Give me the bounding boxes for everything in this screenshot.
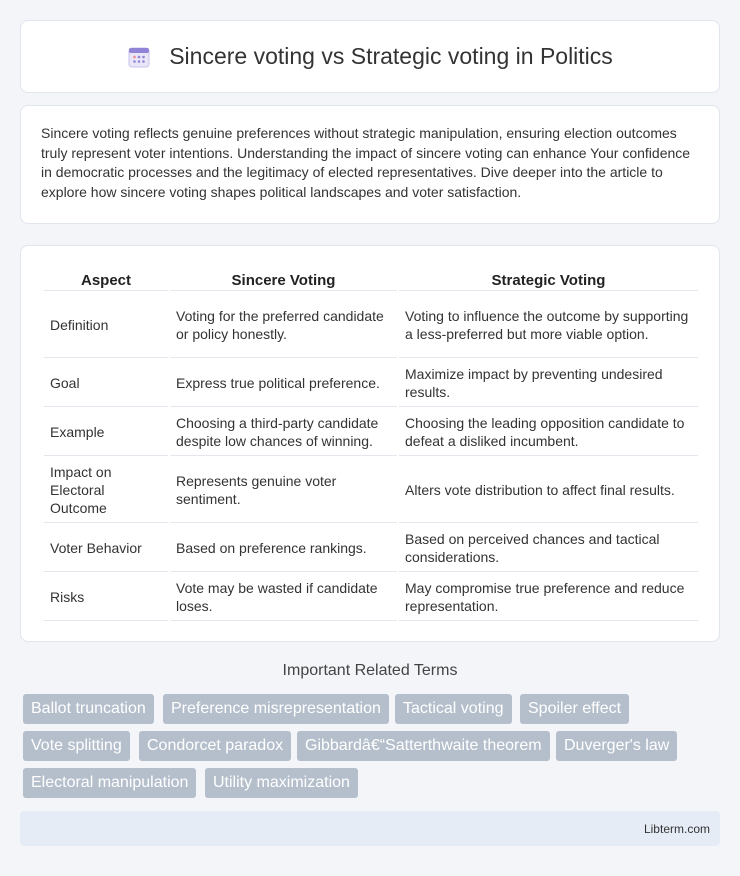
- cell-aspect: Risks: [44, 574, 168, 621]
- cell-aspect: Goal: [44, 360, 168, 407]
- table-header-row: [44, 268, 698, 291]
- footer-site-link[interactable]: Libterm.com: [643, 821, 710, 836]
- cell-sincere: Voting for the preferred candidate or policy honestly.: [170, 293, 397, 358]
- cell-sincere: Based on preference rankings.: [170, 525, 397, 572]
- table-row: [44, 574, 698, 621]
- header-card: [20, 20, 720, 93]
- tag-condorcet-paradox[interactable]: Condorcet paradox: [139, 731, 291, 761]
- table-row: [44, 360, 698, 407]
- tag-vote-splitting[interactable]: Vote splitting: [23, 731, 130, 761]
- intro-card: [20, 105, 720, 224]
- cell-strategic: Choosing the leading opposition candidate to defeat a disliked incumbent.: [399, 409, 698, 456]
- tag-preference-misrepresentation[interactable]: Preference misrepresentation: [163, 694, 389, 724]
- tag-electoral-manipulation[interactable]: Electoral manipulation: [23, 768, 196, 798]
- tag-spoiler-effect[interactable]: Spoiler effect: [520, 694, 629, 724]
- cell-strategic: Maximize impact by preventing undesired results.: [399, 360, 698, 407]
- tag-tactical-voting[interactable]: Tactical voting: [395, 694, 512, 724]
- cell-aspect: Voter Behavior: [44, 525, 168, 572]
- table-row: [44, 525, 698, 572]
- header-strategic-voting: Strategic Voting: [399, 268, 698, 291]
- header-sincere-voting: Sincere Voting: [170, 268, 397, 291]
- cell-sincere: Vote may be wasted if candidate loses.: [170, 574, 397, 621]
- page-title: Sincere voting vs Strategic voting in Politics: [169, 43, 613, 69]
- title-wrap: [127, 43, 613, 70]
- calendar-icon: [127, 45, 151, 69]
- tag-gibbard-satterthwaite-theorem[interactable]: Gibbardâ€“Satterthwaite theorem: [297, 731, 550, 761]
- footer: [20, 811, 720, 846]
- table-row: [44, 458, 698, 523]
- cell-strategic: Alters vote distribution to affect final results.: [399, 458, 698, 523]
- comparison-table-card: [20, 245, 720, 642]
- cell-strategic: Based on perceived chances and tactical considerations.: [399, 525, 698, 572]
- cell-aspect: Impact on Electoral Outcome: [44, 458, 168, 523]
- cell-sincere: Choosing a third-party candidate despite low chances of winning.: [170, 409, 397, 456]
- related-terms-title: Important Related Terms: [282, 662, 458, 679]
- comparison-table: [42, 266, 700, 623]
- tag-utility-maximization[interactable]: Utility maximization: [205, 768, 358, 798]
- cell-aspect: Example: [44, 409, 168, 456]
- table-row: [44, 293, 698, 358]
- cell-strategic: Voting to influence the outcome by supporting a less-preferred but more viable option.: [399, 293, 698, 358]
- table-row: [44, 409, 698, 456]
- cell-aspect: Definition: [44, 293, 168, 358]
- intro-text: Sincere voting reflects genuine preferences without strategic manipulation, ensuring election outcomes truly represent voter intentions. Understanding the impact of sincere voting can enhance Your confidence in democratic processes and the legitimacy of elected representatives. Dive deeper into the article to explore how sincere voting shapes political landscapes and voter satisfaction.: [41, 125, 691, 200]
- tag-ballot-truncation[interactable]: Ballot truncation: [23, 694, 154, 724]
- tag-duvergers-law[interactable]: Duverger's law: [556, 731, 677, 761]
- cell-sincere: Express true political preference.: [170, 360, 397, 407]
- header-aspect: Aspect: [44, 268, 168, 291]
- cell-strategic: May compromise true preference and reduce representation.: [399, 574, 698, 621]
- cell-sincere: Represents genuine voter sentiment.: [170, 458, 397, 523]
